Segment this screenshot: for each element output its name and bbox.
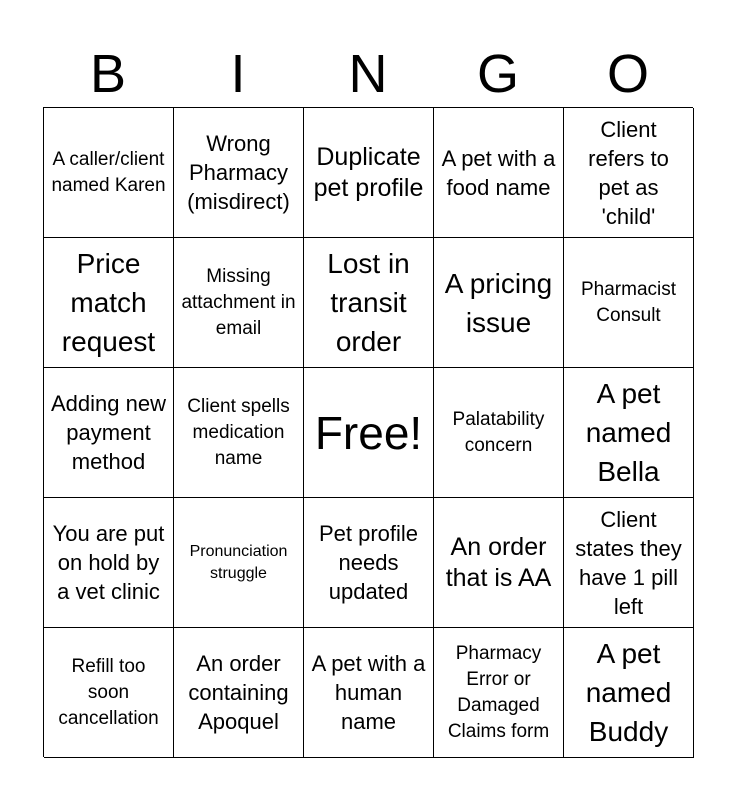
bingo-cell-r1c2[interactable] bbox=[174, 108, 304, 238]
bingo-cell-r5c5[interactable] bbox=[564, 628, 694, 758]
bingo-cell-r3c5[interactable] bbox=[564, 368, 694, 498]
cell-text: Refill too soon cancellation bbox=[58, 655, 159, 729]
bingo-cell-r1c4[interactable] bbox=[434, 108, 564, 238]
bingo-cell-r5c3[interactable] bbox=[304, 628, 434, 758]
cell-text: A pet with a food name bbox=[441, 145, 556, 200]
bingo-cell-r2c2[interactable] bbox=[174, 238, 304, 368]
bingo-cell-r2c5[interactable] bbox=[564, 238, 694, 368]
bingo-cell-r2c4[interactable] bbox=[434, 238, 564, 368]
bingo-card-grid bbox=[43, 107, 693, 757]
header-letter-g: G bbox=[476, 44, 519, 104]
bingo-cell-r4c4[interactable] bbox=[434, 498, 564, 628]
cell-text: A pet named Buddy bbox=[585, 638, 672, 747]
bingo-cell-r1c1[interactable] bbox=[44, 108, 174, 238]
cell-text: A pet named Bella bbox=[585, 378, 672, 487]
cell-text: Pronunciation struggle bbox=[189, 542, 288, 582]
cell-text: Missing attachment in email bbox=[181, 265, 296, 339]
cell-text: Duplicate pet profile bbox=[313, 142, 424, 202]
bingo-cell-r4c2[interactable] bbox=[174, 498, 304, 628]
bingo-cell-r3c2[interactable] bbox=[174, 368, 304, 498]
cell-text: Client spells medication name bbox=[187, 395, 290, 469]
cell-text: Client states they have 1 pill left bbox=[575, 506, 682, 619]
bingo-cell-r2c1[interactable] bbox=[44, 238, 174, 368]
header-letter-n: N bbox=[348, 44, 388, 104]
bingo-cell-r2c3[interactable] bbox=[304, 238, 434, 368]
header-letter-o: O bbox=[606, 44, 649, 104]
bingo-cell-r1c5[interactable] bbox=[564, 108, 694, 238]
cell-text: Adding new payment method bbox=[51, 391, 166, 474]
cell-text: Pet profile needs updated bbox=[318, 521, 419, 604]
cell-text: A caller/client named Karen bbox=[51, 148, 166, 196]
bingo-header bbox=[43, 40, 693, 108]
cell-text: Price match request bbox=[61, 248, 156, 357]
bingo-cell-r5c1[interactable] bbox=[44, 628, 174, 758]
bingo-cell-r1c3[interactable] bbox=[304, 108, 434, 238]
bingo-cell-free[interactable] bbox=[304, 368, 434, 498]
cell-text: You are put on hold by a vet clinic bbox=[52, 521, 165, 604]
cell-text: Client refers to pet as 'child' bbox=[588, 116, 669, 229]
bingo-cell-r4c3[interactable] bbox=[304, 498, 434, 628]
cell-text: Pharmacy Error or Damaged Claims form bbox=[447, 642, 550, 742]
bingo-cell-r4c1[interactable] bbox=[44, 498, 174, 628]
header-letter-b: B bbox=[89, 44, 127, 104]
cell-text: Lost in transit order bbox=[327, 248, 410, 357]
bingo-cell-r4c5[interactable] bbox=[564, 498, 694, 628]
cell-text: A pet with a human name bbox=[311, 651, 426, 734]
cell-text: An order that is AA bbox=[445, 532, 552, 592]
bingo-cell-r5c4[interactable] bbox=[434, 628, 564, 758]
bingo-cell-r5c2[interactable] bbox=[174, 628, 304, 758]
header-letter-i: I bbox=[230, 44, 246, 104]
cell-text: Pharmacist Consult bbox=[580, 278, 677, 326]
bingo-cell-r3c1[interactable] bbox=[44, 368, 174, 498]
cell-text: A pricing issue bbox=[444, 267, 553, 338]
bingo-cell-r3c4[interactable] bbox=[434, 368, 564, 498]
cell-text: Free! bbox=[314, 406, 423, 459]
cell-text: Palatability concern bbox=[452, 408, 545, 456]
cell-text: An order containing Apoquel bbox=[188, 651, 289, 734]
cell-text: Wrong Pharmacy (misdirect) bbox=[187, 131, 290, 214]
